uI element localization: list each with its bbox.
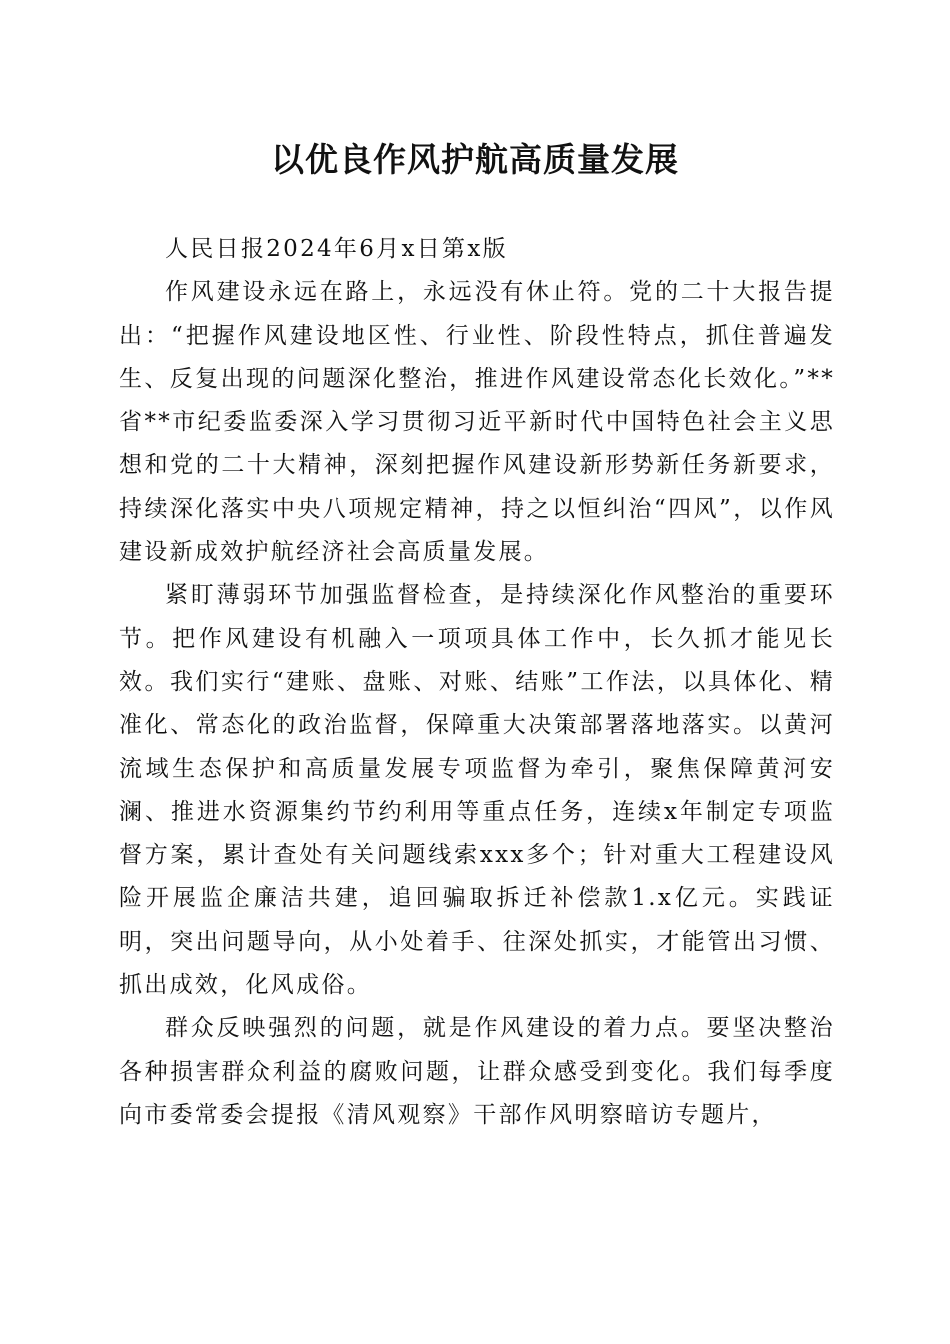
body-paragraph: 作风建设永远在路上，永远没有休止符。党的二十大报告提出：“把握作风建设地区性、行业性、阶段性特点，抓住普遍发生、反复出现的问题深化整治，推进作风建设常态化长效化。”**省**市纪委监委深入学习贯彻习近平新时代中国特色社会主义思想和党的二十大精神，深刻把握作风建设新形势新任务新要求，持续深化落实中央八项规定精神，持之以恒纠治“四风”，以作风建设新成效护航经济社会高质量发展。 <box>119 279 835 566</box>
source-line: 人民日报2024年6月x日第x版 <box>165 236 508 262</box>
body-paragraph: 紧盯薄弱环节加强监督检查，是持续深化作风整治的重要环节。把作风建设有机融入一项项具体工作中，长久抓才能见长效。我们实行“建账、盘账、对账、结账”工作法，以具体化、精准化、常态化的政治监督，保障重大决策部署落地落实。以黄河流域生态保护和高质量发展专项监督为牵引，聚焦保障黄河安澜、推进水资源集约节约利用等重点任务，连续x年制定专项监督方案，累计查处有关问题线索xxx多个；针对重大工程建设风险开展监企廉洁共建，追回骗取拆迁补偿款1.x亿元。实践证明，突出问题导向，从小处着手、往深处抓实，才能管出习惯、抓出成效，化风成俗。 <box>119 582 835 999</box>
document-body <box>119 228 835 1137</box>
body-paragraph: 群众反映强烈的问题，就是作风建设的着力点。要坚决整治各种损害群众利益的腐败问题，让群众感受到变化。我们每季度向市委常委会提报《清风观察》干部作风明察暗访专题片， <box>119 1015 835 1128</box>
document-title: 以优良作风护航高质量发展 <box>271 140 679 179</box>
